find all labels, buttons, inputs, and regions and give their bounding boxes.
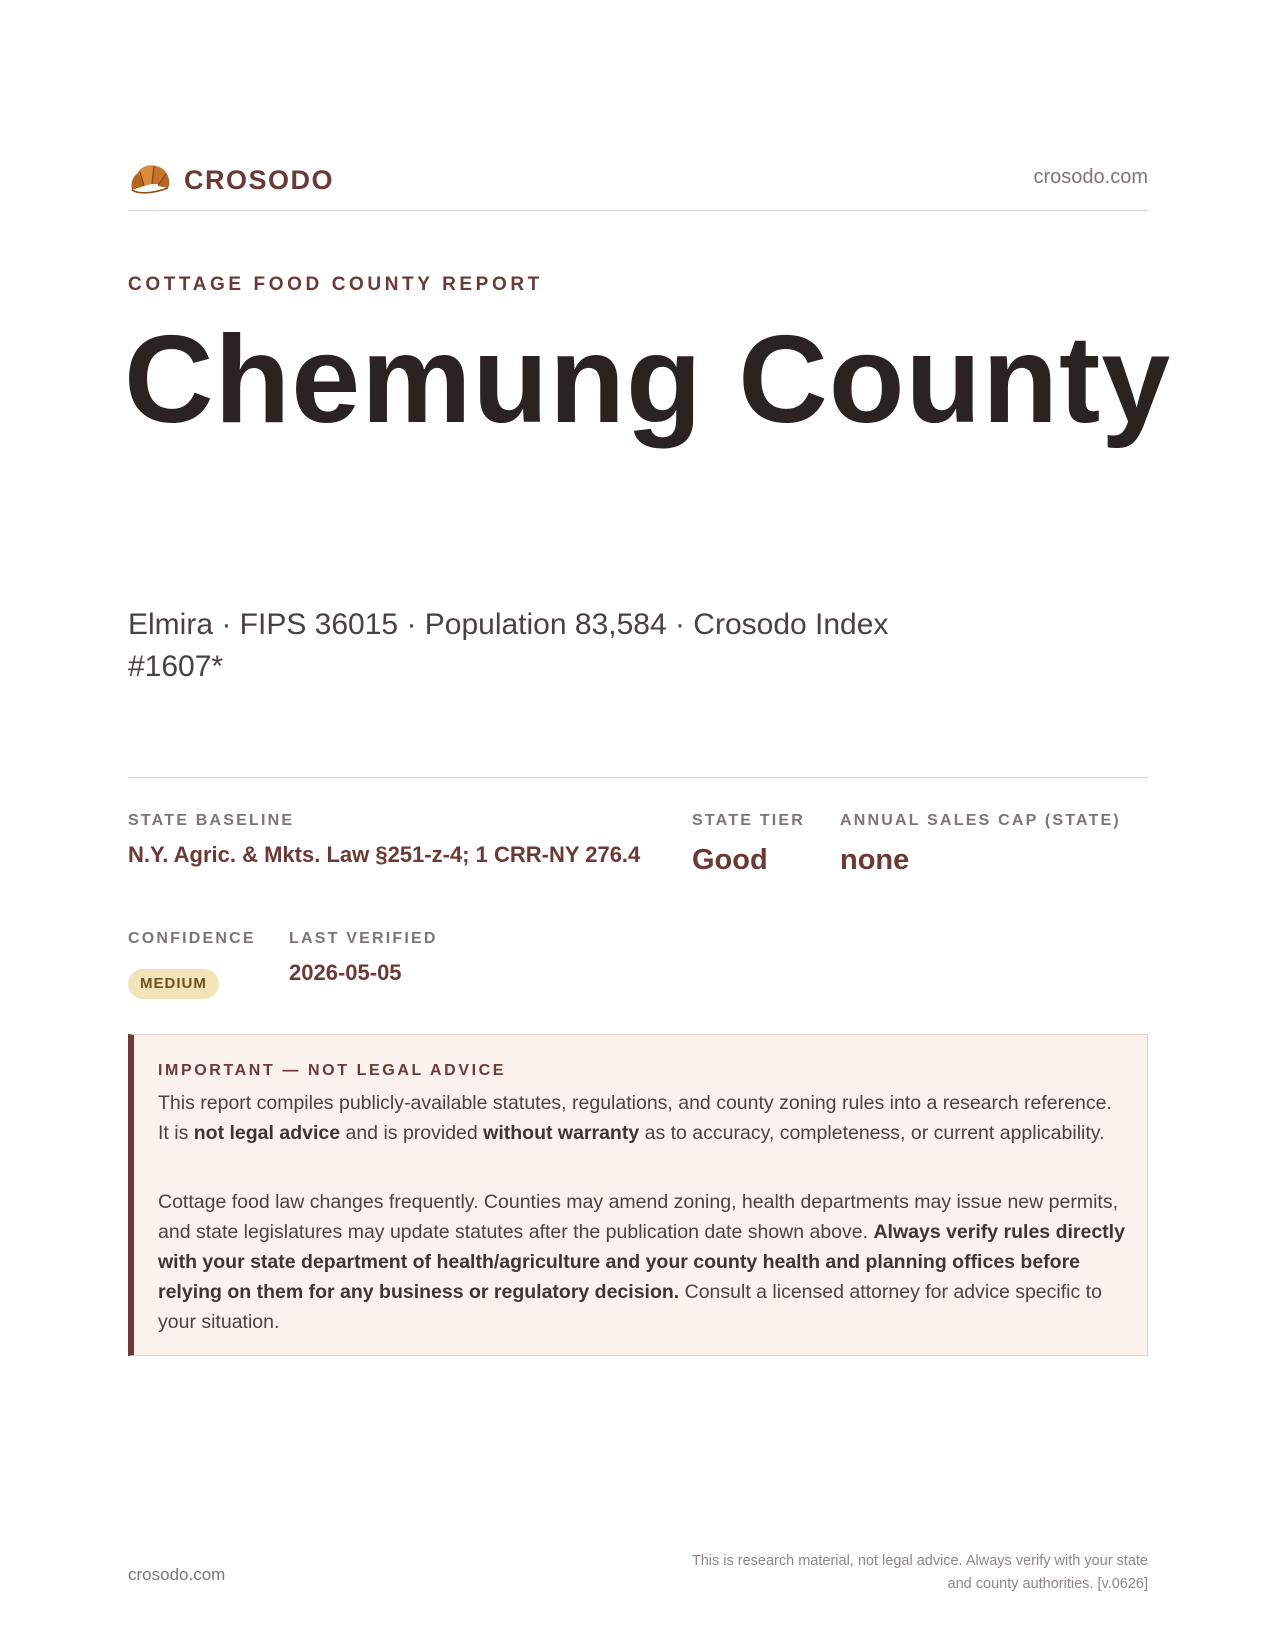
state-tier-label: STATE TIER bbox=[692, 812, 805, 829]
sales-cap-label: ANNUAL SALES CAP (STATE) bbox=[840, 812, 1121, 829]
last-verified-value: 2026-05-05 bbox=[289, 960, 402, 985]
county-summary: Elmira · FIPS 36015 · Population 83,584 · Crosodo Index #1607* bbox=[128, 608, 889, 683]
footer-note bbox=[628, 1550, 1148, 1596]
legal-disclaimer bbox=[128, 1034, 1148, 1356]
last-verified-label: LAST VERIFIED bbox=[289, 930, 438, 947]
report-page bbox=[124, 0, 1172, 1650]
brand-name: CROSODO bbox=[184, 164, 335, 195]
sales-cap-value: none bbox=[840, 844, 910, 876]
disclaimer-paragraph-1: This report compiles publicly-available statutes, regulations, and county zoning rules into a research reference. It is not legal advice and is provided without warranty as to accuracy, completeness, or current applicability. bbox=[158, 1092, 1112, 1144]
brand[interactable] bbox=[128, 160, 334, 200]
footer-note-line-1: This is research material, not legal advice. Always verify with your state bbox=[691, 1553, 1148, 1569]
croissant-icon bbox=[128, 160, 172, 200]
state-tier-value: Good bbox=[692, 844, 768, 876]
disclaimer-paragraph-2: Cottage food law changes frequently. Counties may amend zoning, health departments may issue new permits, and state legislatures may update statutes after the publication date shown above. Always verify rules directly with your state department of health/agriculture and your county health and planning offices before relying on them for any business or regulatory decision. Consult a licensed attorney for advice specific to your situation. bbox=[158, 1191, 1125, 1333]
confidence-label: CONFIDENCE bbox=[128, 930, 256, 947]
footer-note-line-2: and county authorities. [v.0626] bbox=[947, 1576, 1148, 1592]
state-baseline-value: N.Y. Agric. & Mkts. Law §251-z-4; 1 CRR-NY 276.4 bbox=[128, 842, 641, 867]
page-title: Chemung County bbox=[124, 311, 1172, 449]
page-header bbox=[128, 160, 1148, 211]
footer-url[interactable]: crosodo.com bbox=[128, 1565, 226, 1584]
report-kicker: COTTAGE FOOD COUNTY REPORT bbox=[128, 274, 543, 295]
section-divider bbox=[128, 777, 1148, 778]
header-url[interactable]: crosodo.com bbox=[1033, 166, 1148, 188]
disclaimer-title: IMPORTANT — NOT LEGAL ADVICE bbox=[158, 1062, 507, 1079]
state-baseline-label: STATE BASELINE bbox=[128, 812, 295, 829]
confidence-badge: MEDIUM bbox=[128, 969, 219, 999]
